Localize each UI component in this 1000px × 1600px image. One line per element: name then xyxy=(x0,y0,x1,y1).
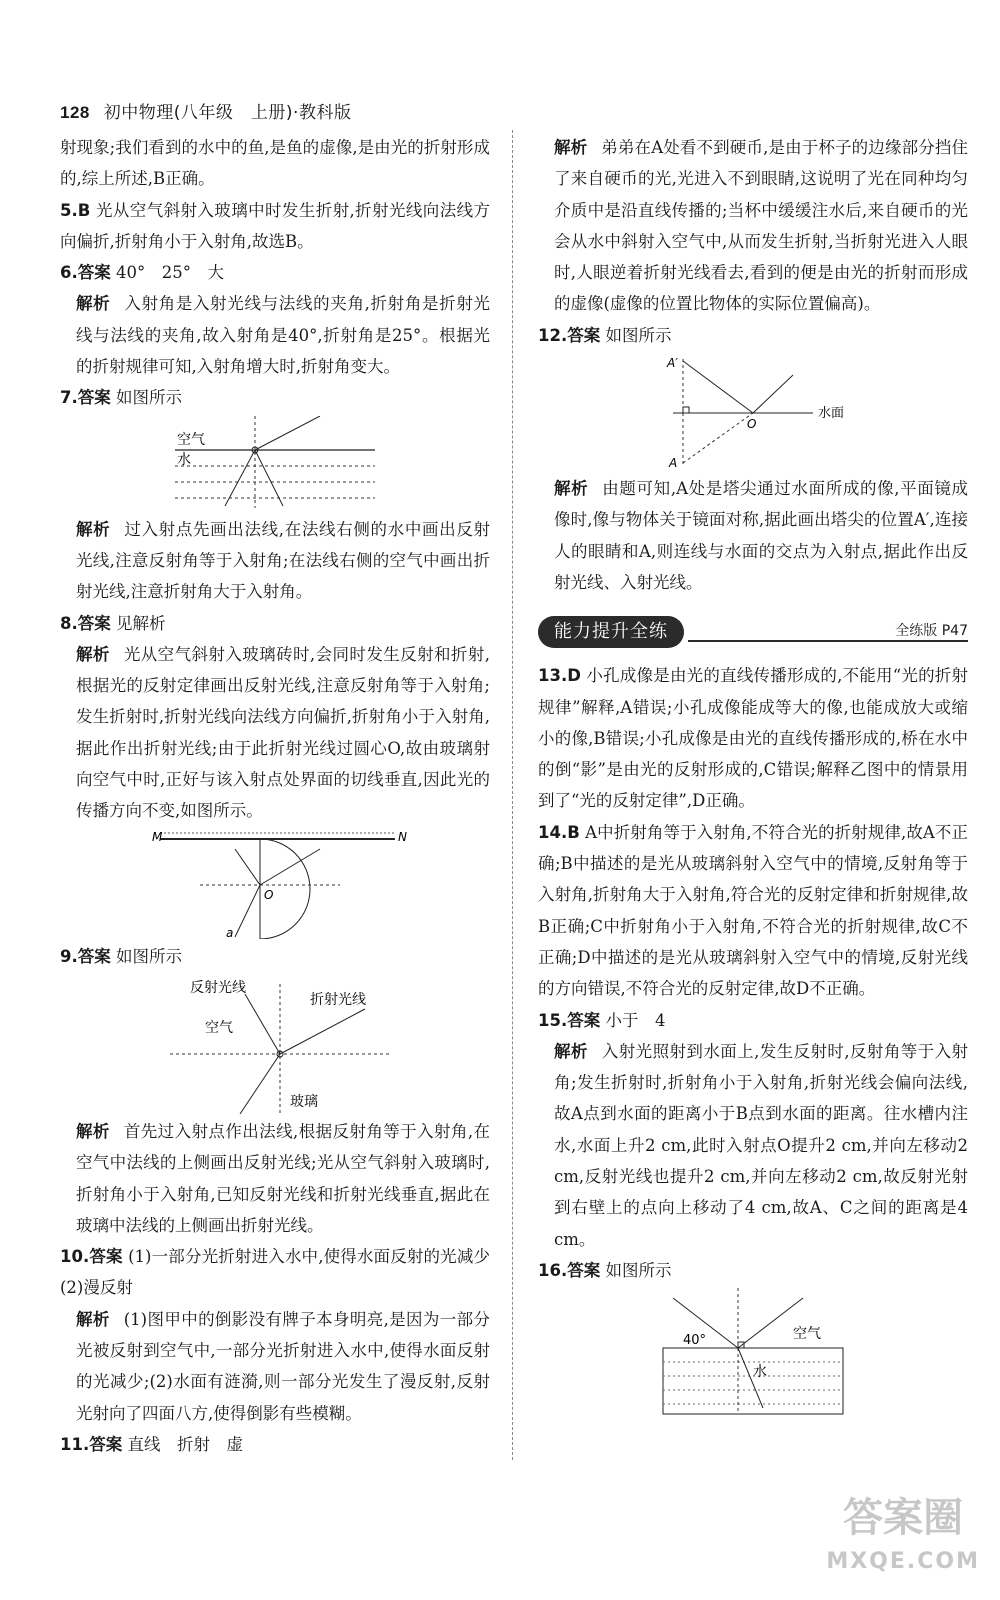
analysis-text: 光从空气斜射入玻璃砖时,会同时发生反射和折射,根据光的反射定律画出反射光线,注意反射角等于入射角;发生折射时,折射光线向法线方向偏折,折射角小于入射角,据此作出折射光线;由于此折射光线过圆心O,故由玻璃射向空气中时,正好与该入射点处界面的切线垂直,因此光的传播方向不变,如图所示。 xyxy=(76,644,491,821)
question-10-answer: (1)一部分光折射进入水中,使得水面反射的光减少 (2)漫反射 xyxy=(60,1247,507,1298)
question-8-head: 8.答案 xyxy=(60,613,111,633)
figure-16-air-label: 空气 xyxy=(793,1326,821,1343)
question-9-analysis xyxy=(60,1116,490,1241)
question-15 xyxy=(538,1005,968,1036)
analysis-label: 解析 xyxy=(554,138,588,157)
section-reference: 全练版 P47 xyxy=(895,623,968,640)
question-5-head: 5.B xyxy=(60,200,91,220)
question-8-answer: 见解析 xyxy=(116,613,166,633)
question-16-head: 16.答案 xyxy=(538,1260,601,1280)
question-13 xyxy=(538,660,968,816)
question-5-text: 光从空气斜射入玻璃中时发生折射,折射光线向法线方向偏折,折射角小于入射角,故选B。 xyxy=(60,200,490,251)
question-14-text: A中折射角等于入射角,不符合光的折射规律,故A不正确;B中描述的是光从玻璃斜射入空气中的情境,反射角等于入射角,折射角大于入射角,符合光的反射定律和折射规律,故B正确;C中折射角小于入射角,不符合光的折射规律,故C不正确;D中描述的是光从玻璃斜射入空气中的情境,反射光线的方向错误,不符合光的反射定律,故D不正确。 xyxy=(538,822,969,999)
question-12-head: 12.答案 xyxy=(538,325,601,345)
question-16 xyxy=(538,1255,968,1286)
question-10 xyxy=(60,1241,507,1304)
question-13-head: 13.D xyxy=(538,666,581,686)
question-12-analysis xyxy=(538,473,968,598)
continued-analysis xyxy=(538,132,968,320)
section-header xyxy=(538,612,968,652)
analysis-label: 解析 xyxy=(76,1309,110,1329)
question-6-head: 6.答案 xyxy=(60,263,111,283)
analysis-label: 解析 xyxy=(554,1041,588,1061)
watermark-url: MXQE.COM xyxy=(826,1549,980,1574)
figure-12-o-label: O xyxy=(747,417,757,432)
question-11-answer: 直线 折射 虚 xyxy=(127,1434,243,1454)
analysis-text: 入射角是入射光线与法线的夹角,折射角是折射光线与法线的夹角,故入射角是40°,折射角是25°。根据光的折射规律可知,入射角增大时,折射角变大。 xyxy=(76,294,490,377)
figure-7-water-label: 水 xyxy=(177,451,191,468)
question-10-head: 10.答案 xyxy=(60,1247,123,1267)
analysis-label: 解析 xyxy=(76,1121,110,1141)
question-14 xyxy=(538,817,968,1005)
analysis-label: 解析 xyxy=(76,519,111,539)
left-column xyxy=(60,132,507,1460)
question-15-analysis xyxy=(538,1036,968,1255)
question-13-text: 小孔成像是由光的直线传播形成的,不能用“光的折射规律”解释,A错误;小孔成像能成等大的像,也能成放大或缩小的像,B错误;小孔成像是由光的直线传播形成的,桥在水中的倒“影”是由光的反射形成的,C错误;解释乙图中的情景用到了“光的反射定律”,D正确。 xyxy=(538,666,968,811)
figure-8-m-label: M xyxy=(152,829,163,844)
figure-12-a-label: A xyxy=(669,456,678,471)
analysis-text: (1)图甲中的倒影没有牌子本身明亮,是因为一部分光被反射到空气中,一部分光折射进入水中,使得水面反射的光减少;(2)水面有涟漪,则一部分光发生了漫反射,反射光射向了四面八方,使得倒影有些模糊。 xyxy=(76,1309,490,1423)
figure-16-water-label: 水 xyxy=(753,1364,767,1381)
question-7-answer: 如图所示 xyxy=(116,388,182,408)
analysis-text: 弟弟在A处看不到硬币,是由于杯子的边缘部分挡住了来自硬币的光,光进入不到眼睛,这说明了光在同种均匀介质中是沿直线传播的;当杯中缓缓注水后,来自硬币的光会从水中斜射入空气中,从而发生折射,当折射光进入人眼时,人眼逆着折射光线看去,看到的便是由光的折射而形成的虚像(虚像的位置比物体的实际位置偏高)。 xyxy=(554,138,968,314)
figure-12-diagram xyxy=(643,353,863,471)
question-9 xyxy=(60,941,490,972)
question-11 xyxy=(60,1429,490,1460)
figure-9-glass-label: 玻璃 xyxy=(290,1093,318,1110)
question-15-head: 15.答案 xyxy=(538,1010,601,1030)
column-divider xyxy=(512,130,513,1460)
question-6 xyxy=(60,257,490,288)
analysis-label: 解析 xyxy=(76,294,111,314)
figure-9-air-label: 空气 xyxy=(205,1019,233,1036)
analysis-label: 解析 xyxy=(76,644,110,664)
section-title: 能力提升全练 xyxy=(538,616,684,648)
figure-9-diagram xyxy=(150,974,400,1114)
figure-8-o-label: O xyxy=(264,887,274,902)
question-14-head: 14.B xyxy=(538,822,580,842)
question-10-analysis xyxy=(60,1304,490,1429)
analysis-text: 入射光照射到水面上,发生反射时,反射角等于入射角;发生折射时,折射角小于入射角,折射光线会偏向法线,故A点到水面的距离小于B点到水面的距离。往水槽内注水,水面上升2 cm,此时入射点O提升2 cm,并向左移动2 cm,反射光线也提升2 cm,并向左移动2 cm,故反射光射到右壁上的点向上移动了4 cm,故A、C之间的距离是4 cm。 xyxy=(554,1041,969,1249)
question-12 xyxy=(538,320,968,351)
right-column xyxy=(538,132,968,1420)
analysis-text: 首先过入射点作出法线,根据反射角等于入射角,在空气中法线的上侧画出反射光线;光从空气斜射入玻璃时,折射角小于入射角,已知反射光线和折射光线垂直,据此在玻璃中法线的上侧画出折射光线。 xyxy=(76,1121,491,1235)
question-8-analysis xyxy=(60,639,490,827)
question-6-answer: 40° 25° 大 xyxy=(116,263,224,283)
watermark-text: 答案圈 xyxy=(843,1495,964,1541)
question-16-answer: 如图所示 xyxy=(605,1260,672,1280)
figure-8-a-label: a xyxy=(226,925,234,939)
figure-9-refract-label: 折射光线 xyxy=(310,991,366,1008)
analysis-label: 解析 xyxy=(554,479,589,499)
question-6-analysis xyxy=(60,288,490,382)
figure-12-a-prime-label: A′ xyxy=(667,356,678,371)
figure-8-n-label: N xyxy=(398,829,407,844)
figure-16-diagram xyxy=(653,1288,853,1418)
figure-7-air-label: 空气 xyxy=(177,431,205,448)
figure-12-water-label: 水面 xyxy=(818,406,845,422)
watermark-logo xyxy=(826,1496,980,1584)
continued-text: 射现象;我们看到的水中的鱼,是鱼的虚像,是由光的折射形成的,综上所述,B正确。 xyxy=(60,138,490,189)
question-15-answer: 小于 4 xyxy=(605,1010,666,1030)
question-12-answer: 如图所示 xyxy=(605,325,672,345)
question-9-head: 9.答案 xyxy=(60,946,111,966)
book-title: 初中物理(八年级 上册)·教科版 xyxy=(103,103,352,123)
question-8 xyxy=(60,608,490,639)
figure-16-angle-label: 40° xyxy=(683,1333,707,1349)
question-7-head: 7.答案 xyxy=(60,388,111,408)
question-11-head: 11.答案 xyxy=(60,1434,123,1454)
figure-8-diagram xyxy=(140,829,410,939)
analysis-text: 过入射点先画出法线,在法线右侧的水中画出反射光线,注意反射角等于入射角;在法线右侧的空气中画出折射光线,注意折射角大于入射角。 xyxy=(76,519,490,602)
question-7 xyxy=(60,382,490,413)
analysis-text: 由题可知,A处是塔尖通过水面所成的像,平面镜成像时,像与物体关于镜面对称,据此画出塔尖的位置A′,连接人的眼睛和A,则连线与水面的交点为入射点,据此作出反射光线、入射光线。 xyxy=(554,479,969,592)
question-7-analysis xyxy=(60,514,490,608)
page-number: 128 xyxy=(60,103,90,122)
figure-7-diagram xyxy=(175,416,375,512)
figure-9-reflect-label: 反射光线 xyxy=(190,979,246,996)
question-5 xyxy=(60,195,490,258)
question-9-answer: 如图所示 xyxy=(116,946,182,966)
page-header xyxy=(60,98,351,123)
